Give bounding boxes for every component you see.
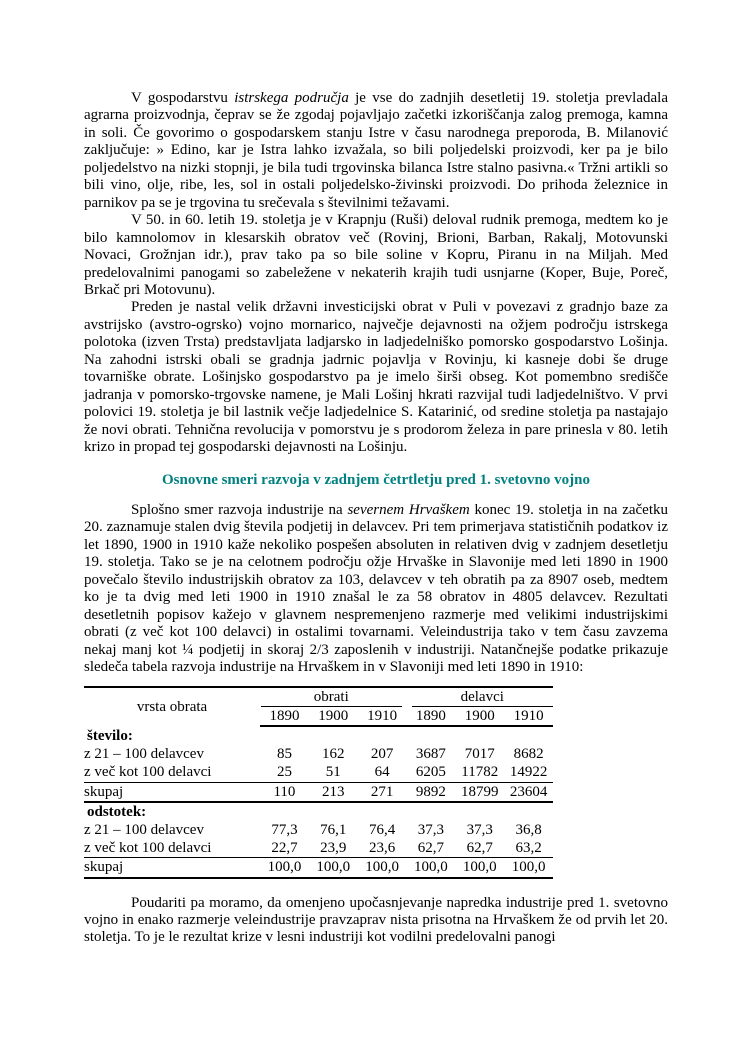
table-cell: 7017 [464, 746, 495, 763]
section-heading: Osnovne smeri razvoja v zadnjem četrtletju pred 1. svetovno vojno [162, 471, 590, 488]
table-row [84, 763, 553, 782]
row-label: skupaj [84, 782, 260, 802]
table-cell: 100,0 [407, 858, 456, 878]
table-cell: 100,0 [455, 858, 504, 878]
table-cell: 23,9 [320, 840, 347, 857]
table-cell: 22,7 [271, 840, 298, 857]
table-cell: 3687 [415, 746, 446, 763]
row-label: skupaj [84, 858, 260, 878]
italic-phrase: severnem Hrvaškem [347, 501, 470, 518]
table-cell: 76,4 [368, 821, 396, 838]
table-section-row [84, 726, 553, 745]
table-cell: 25 [276, 764, 292, 781]
row-label: z 21 – 100 delavcev [84, 821, 204, 838]
industry-table [84, 686, 553, 879]
table-cell: 23,6 [368, 840, 396, 857]
table-group-header-row [84, 687, 553, 707]
table-cell: 6205 [415, 764, 446, 781]
table-cell: 9892 [407, 782, 456, 802]
table-cell: 64 [374, 764, 390, 781]
paragraph-rudnik-soline: V 50. in 60. letih 19. stoletja je v Krapnju (Ruši) deloval rudnik premoga, medtem ko je bilo kamnolomov in klesarskih obratov več (Rovinj, Brioni, Barban, Rakalj, Motovunski Novaci, Grožnjan idr.), prav tako pa so bile soline v Kopru, Piranu in na Miljah. Med predelovalnimi panogami so zabeležene v nekaterih krajih tudi usnjarne (Koper, Buje, Poreč, Brkač pri Motovunu). [84, 212, 668, 298]
table-cell: 51 [325, 764, 341, 781]
group-label: delavci [412, 688, 553, 707]
paragraph-razvoj-industrije [84, 502, 668, 677]
table-row [84, 839, 553, 858]
table-cell: 62,7 [466, 840, 493, 857]
section-label: odstotek: [87, 803, 147, 820]
year-header: 1910 [504, 707, 553, 726]
table-cell: 23604 [504, 782, 553, 802]
row-label: z 21 – 100 delavcev [84, 746, 204, 763]
italic-phrase: istrskega područja [234, 90, 349, 106]
table-cell: 37,3 [417, 821, 445, 838]
table-cell: 76,1 [320, 821, 347, 838]
table-cell: 36,8 [515, 821, 542, 838]
table-cell: 62,7 [417, 840, 445, 857]
table-cell: 207 [370, 746, 394, 763]
table-section-row [84, 802, 553, 821]
paragraph-text: je vse do zadnjih desetletij 19. stoletja prevladala agrarna proizvodnja, čeprav se že zgodaj pojavljajo začetki izkoriščanja zalog premoga, kamna in soli. Če govorimo o gospodarskem stanju Istre v času narodnega preporoda, B. Milanović zaključuje: » Edino, kar je Istra lahko izvažala, so bili poljedelski proizvodi, ker pa je bilo poljedelstvo na nizki stopnji, je bila tudi trgovinska bilanca Istre stalno pasivna.« Tržni artikli so bili vino, olje, ribe, les, sol in ostali poljedelsko-živinski proizvodi. Do prihoda železnice in parnikov pa se je trgovina tu srečevala s številnimi težavami. [84, 90, 668, 211]
table-row [84, 745, 553, 763]
table-corner-header: vrsta obrata [136, 698, 208, 715]
table-cell: 14922 [509, 764, 548, 781]
table-cell: 271 [358, 782, 407, 802]
table-row [84, 821, 553, 839]
year-header: 1900 [455, 707, 504, 726]
table-cell: 18799 [455, 782, 504, 802]
section-label: število: [87, 727, 133, 744]
year-header: 1900 [309, 707, 358, 726]
table-cell: 100,0 [260, 858, 309, 878]
table-total-row [84, 782, 553, 802]
table-cell: 11782 [461, 764, 499, 781]
table-cell: 8682 [513, 746, 544, 763]
row-label: z več kot 100 delavci [84, 840, 212, 857]
table-cell: 100,0 [504, 858, 553, 878]
paragraph-text: Splošno smer razvoja industrije na [131, 501, 348, 518]
paragraph-text: konec 19. stoletja in na začetku 20. zaznamuje stalen dvig števila podjetij in delavcev. Pri tem primerjava statističnih podatkov iz let 1890, 1900 in 1910 kaže nekoliko pospešen absoluten in relativen dvig v zadnjem desetletju 19. stoletja. Tako se je na celotnem področju ožje Hrvaške in Slavonije med leti 1890 in 1900 povečalo število industrijskih obratov za 103, delavcev v teh obratih pa za 8907 oseb, medtem ko je ta dvig med leti 1900 in 1910 znašal le za 58 obratov in 4805 delavcev. Rezultati desetletnih popisov kažejo v glavnem nespremenjeno razmerje med velikimi industrijskimi obrati (z več kot 100 delavci) in ostalimi tovarnami. Veleindustrija tako v tem času zavzema nekaj manj kot ¼ podjetij in skoraj 2/3 zaposlenih v industriji. Natančnejše podatke prikazuje sledeča tabela razvoja industrije na Hrvaškem in v Slavoniji med leti 1890 in 1910: [84, 501, 668, 676]
table-cell: 77,3 [271, 821, 298, 838]
paragraph-poudarek: Poudariti pa moramo, da omenjeno upočasnjevanje napredka industrije pred 1. svetovno vojno in enako razmerje veleindustrije pravzaprav nista prisotna na Hrvaškem že od prvih let 20. stoletja. To je le rezultat krize v lesni industriji kot vodilni predelovalni panogi [84, 894, 668, 946]
paragraph-istrsko-gospodarstvo [84, 90, 668, 212]
table-cell: 100,0 [358, 858, 407, 878]
table-cell: 37,3 [466, 821, 493, 838]
table-cell: 110 [260, 782, 309, 802]
table-cell: 63,2 [515, 840, 542, 857]
table-cell: 213 [309, 782, 358, 802]
table-group-header-delavci [407, 687, 553, 707]
paragraph-pomorsko-gospodarstvo: Preden je nastal velik državni investicijski obrat v Puli v povezavi z gradnjo baze za avstrijsko (avstro-ogrsko) vojno mornarico, največje dejavnosti na ožjem področju istrskega polotoka (izven Trsta) predstavljata ladjarsko in ladjedelniško pomorsko gospodarstvo Lošinja. Na zahodni istrski obali se gradnja jadrnic pojavlja v Rovinju, ki kasneje dobi še druge tovarniške obrate. Lošinjsko gospodarstvo pa je imelo širši obseg. Kot pomembno središče jadranja v pomorsko-trgovske namene, je Mali Lošinj hkrati razvijal tudi ladjedelništvo. V prvi polovici 19. stoletja je bil lastnik večje ladjedelnice S. Katarinić, od sredine stoletja pa nastajajo že novi obrati. Tehnična revolucija v pomorstvu je s prodorom železa in pare prinesla v 80. letih krizo in propad tej gospodarski dejavnosti na Lošinju. [84, 299, 668, 456]
table-group-header-obrati [260, 687, 406, 707]
table-total-row [84, 858, 553, 878]
year-header: 1890 [260, 707, 309, 726]
year-header: 1910 [358, 707, 407, 726]
table-cell: 85 [276, 746, 292, 763]
paragraph-text: V gospodarstvu [131, 90, 235, 106]
year-header: 1890 [407, 707, 456, 726]
row-label: z več kot 100 delavci [84, 764, 212, 781]
group-label: obrati [261, 688, 401, 707]
table-cell: 162 [322, 746, 345, 763]
table-cell: 100,0 [309, 858, 358, 878]
